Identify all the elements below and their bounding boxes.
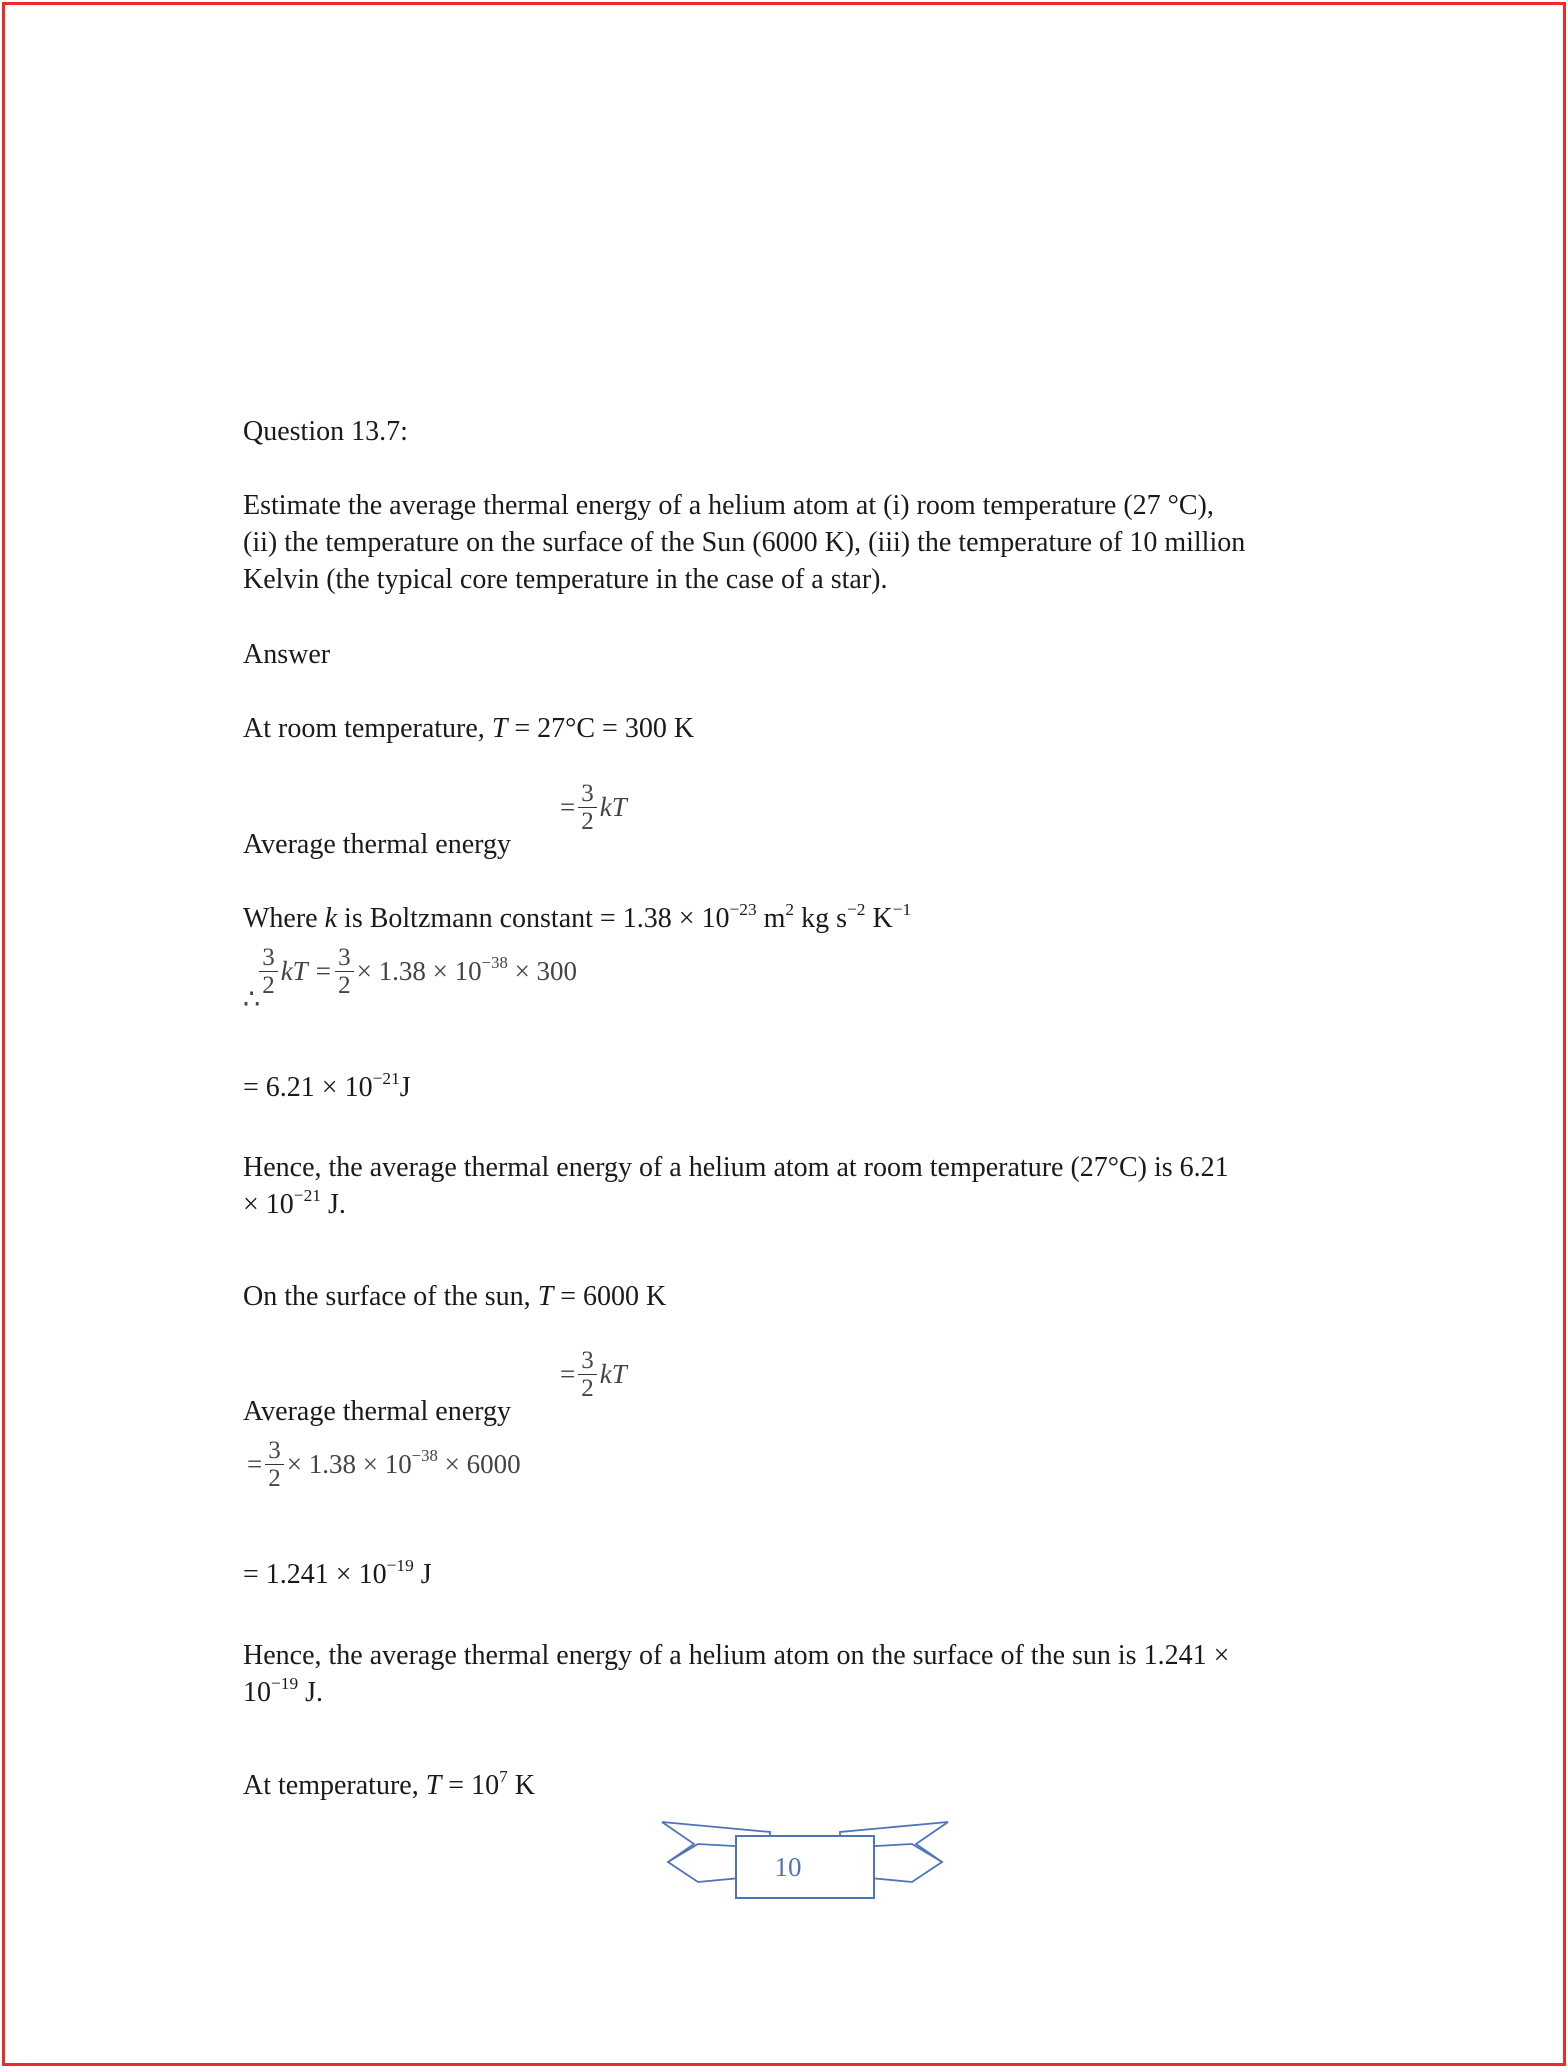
- conclusion-sun-line-1: Hence, the average thermal energy of a helium atom on the surface of the sun is 1.241 ×: [243, 1640, 1230, 1671]
- question-title: Question 13.7:: [243, 416, 408, 447]
- page-border: [2, 2, 1566, 2066]
- boltzmann-constant-line: Where k is Boltzmann constant = $1.38 \times 10^{-23}$ $m^2$ kg $s^{-2}$ $K^{-1}$: [243, 899, 912, 934]
- conclusion-room-line-2: × $10^{-21}$ J.: [243, 1185, 346, 1220]
- question-text-line-3: Kelvin (the typical core temperature in the case of a star).: [243, 564, 888, 595]
- calculation-sun-surface: = $\frac{3}{2}$ × $1.38 \times 10^{-38} \times 6000$: [247, 1437, 521, 1492]
- conclusion-sun-line-2: $10^{-19}$ J.: [243, 1673, 324, 1708]
- page-number: 10: [774, 1852, 802, 1882]
- average-thermal-energy-label-1: Average thermal energy: [243, 829, 511, 860]
- answer-heading: Answer: [243, 639, 331, 670]
- calculation-room-temperature: ∴ $\frac{3}{2}$ kT = $\frac{3}{2}$ × $1.38 \times 10^{-38} \times 300$: [243, 944, 578, 1014]
- result-room-temperature: = $6.21 \times 10^{-21}J$: [243, 1068, 411, 1103]
- formula-three-halves-kt-2: = $\frac{3}{2}$ kT: [560, 1347, 627, 1402]
- result-sun-surface: = $1.241 \times 10^{-19}$ J: [243, 1555, 432, 1590]
- conclusion-room-line-1: Hence, the average thermal energy of a helium atom at room temperature (27°C) is 6.21: [243, 1152, 1229, 1183]
- ten-million-kelvin-line: At temperature, $T = 10^7$ K: [243, 1766, 535, 1801]
- average-thermal-energy-label-2: Average thermal energy: [243, 1396, 511, 1427]
- room-temperature-line: At room temperature, T = 27°C = 300 K: [243, 713, 695, 744]
- sun-surface-line: On the surface of the sun, T = 6000 K: [243, 1281, 667, 1312]
- question-text-line-2: (ii) the temperature on the surface of the Sun (6000 K), (iii) the temperature of 10 million: [243, 527, 1246, 558]
- formula-three-halves-kt-1: = $\frac{3}{2}$ kT: [560, 780, 627, 835]
- question-text-line-1: Estimate the average thermal energy of a helium atom at (i) room temperature (27 °C),: [243, 490, 1214, 521]
